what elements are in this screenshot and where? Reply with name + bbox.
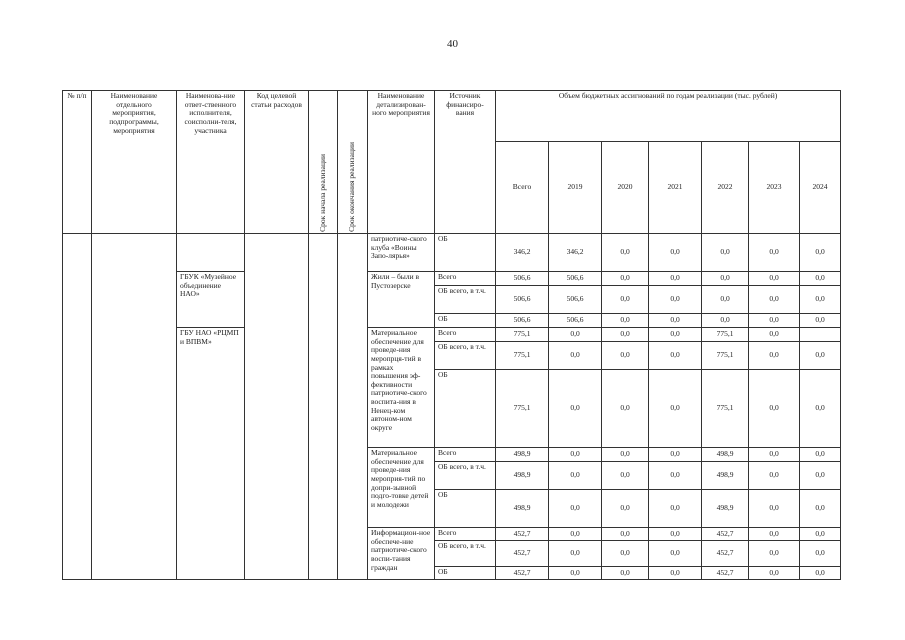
header-end [338,91,368,234]
value-cell: 0,0 [602,328,649,342]
value-cell: 506,6 [496,272,549,286]
value-cell: 0,0 [800,272,841,286]
value-cell: 0,0 [649,567,702,580]
table-row [63,328,841,342]
source-cell: ОБ [435,234,496,272]
header-row [63,91,841,142]
value-cell: 346,2 [549,234,602,272]
event-cell [92,234,177,580]
value-cell: 0,0 [800,314,841,328]
header-end-text: Срок окончания реализации [347,142,357,232]
value-cell: 0,0 [549,448,602,462]
header-executor: Наименова-ние ответ-ственного исполнителя, соисполни-теля, участника [177,91,245,234]
value-cell: 452,7 [496,541,549,567]
detail-cell: Жили – были в Пустозерске [368,272,435,328]
source-cell: Всего [435,528,496,541]
header-year: 2024 [800,142,841,234]
value-cell: 506,6 [496,314,549,328]
value-cell [800,328,841,342]
value-cell: 0,0 [702,272,749,286]
value-cell: 452,7 [702,528,749,541]
value-cell: 0,0 [749,541,800,567]
value-cell: 0,0 [749,314,800,328]
header-num: № п/п [63,91,92,234]
value-cell: 0,0 [649,490,702,528]
value-cell: 775,1 [702,342,749,370]
budget-table-body [63,91,841,580]
value-cell: 0,0 [549,541,602,567]
source-cell: ОБ [435,370,496,448]
value-cell: 452,7 [702,541,749,567]
value-cell: 775,1 [702,328,749,342]
value-cell: 0,0 [649,328,702,342]
value-cell: 0,0 [649,286,702,314]
value-cell: 0,0 [602,370,649,448]
page-number: 40 [447,38,458,50]
header-year: 2020 [602,142,649,234]
value-cell: 0,0 [549,528,602,541]
header-start-text: Срок начала реализации [317,154,327,232]
value-cell: 0,0 [800,490,841,528]
source-cell: Всего [435,448,496,462]
header-year: 2019 [549,142,602,234]
value-cell: 452,7 [702,567,749,580]
executor-cell: ГБУ НАО «РЦМП и ВПВМ» [177,328,245,580]
value-cell: 0,0 [800,342,841,370]
value-cell: 0,0 [800,462,841,490]
value-cell: 775,1 [702,370,749,448]
value-cell: 0,0 [649,272,702,286]
source-cell: ОБ [435,314,496,328]
header-source: Источник финансиро-вания [435,91,496,234]
header-detail: Наименование детализирован-ного мероприятия [368,91,435,234]
header-year: 2021 [649,142,702,234]
table-row [63,272,841,286]
value-cell: 0,0 [602,490,649,528]
value-cell: 0,0 [602,286,649,314]
header-year: Всего [496,142,549,234]
table-row [63,234,841,272]
header-volume: Объем бюджетных ассигнований по годам реализации (тыс. рублей) [496,91,841,142]
source-cell: ОБ всего, в т.ч. [435,462,496,490]
value-cell: 346,2 [496,234,549,272]
header-start [309,91,338,234]
end-cell [338,234,368,580]
value-cell: 0,0 [702,314,749,328]
value-cell: 0,0 [749,286,800,314]
value-cell: 0,0 [649,462,702,490]
value-cell: 0,0 [549,370,602,448]
value-cell: 498,9 [702,490,749,528]
executor-cell: ГБУК «Музейное объединение НАО» [177,272,245,328]
value-cell: 0,0 [749,462,800,490]
value-cell: 775,1 [496,370,549,448]
value-cell: 0,0 [602,448,649,462]
value-cell: 0,0 [800,234,841,272]
value-cell: 0,0 [602,272,649,286]
value-cell: 0,0 [649,234,702,272]
header-event: Наименование отдельного мероприятия, подпрограммы, мероприятия [92,91,177,234]
value-cell: 0,0 [602,234,649,272]
value-cell: 0,0 [602,528,649,541]
num-cell [63,234,92,580]
value-cell: 506,6 [496,286,549,314]
executor-cell [177,234,245,272]
value-cell: 0,0 [649,370,702,448]
source-cell: ОБ всего, в т.ч. [435,541,496,567]
detail-cell: Материальное обеспечение для проведе-ния меропрця-тий в рамках повышения эф-фективности патриотиче-ского воспита-ния в Ненец-ком автоном-ном округе [368,328,435,448]
value-cell: 0,0 [702,286,749,314]
value-cell: 0,0 [649,314,702,328]
value-cell: 0,0 [549,342,602,370]
source-cell: ОБ всего, в т.ч. [435,286,496,314]
value-cell: 0,0 [602,462,649,490]
value-cell: 498,9 [496,448,549,462]
value-cell: 0,0 [749,528,800,541]
value-cell: 0,0 [800,448,841,462]
value-cell: 0,0 [749,448,800,462]
value-cell: 0,0 [702,234,749,272]
value-cell: 0,0 [800,567,841,580]
value-cell: 506,6 [549,314,602,328]
value-cell: 0,0 [549,328,602,342]
value-cell: 0,0 [749,567,800,580]
value-cell: 498,9 [702,448,749,462]
value-cell: 0,0 [649,541,702,567]
value-cell: 452,7 [496,567,549,580]
source-cell: Всего [435,328,496,342]
value-cell: 0,0 [749,370,800,448]
value-cell: 0,0 [749,272,800,286]
code-cell [245,234,309,580]
detail-cell: Материальное обеспечение для проведе-ния мероприя-тий по допри-зывной подго-товке детей и молодежи [368,448,435,528]
value-cell: 506,6 [549,286,602,314]
source-cell: ОБ [435,490,496,528]
value-cell: 498,9 [496,462,549,490]
value-cell: 775,1 [496,342,549,370]
header-code: Код целевой статьи расходов [245,91,309,234]
value-cell: 0,0 [800,528,841,541]
value-cell: 0,0 [549,567,602,580]
value-cell: 506,6 [549,272,602,286]
start-cell [309,234,338,580]
source-cell: ОБ [435,567,496,580]
value-cell: 0,0 [800,541,841,567]
value-cell: 0,0 [800,370,841,448]
value-cell: 0,0 [749,328,800,342]
value-cell: 775,1 [496,328,549,342]
header-year: 2023 [749,142,800,234]
value-cell: 498,9 [496,490,549,528]
value-cell: 0,0 [602,541,649,567]
budget-table [62,90,841,580]
value-cell: 0,0 [602,314,649,328]
value-cell: 0,0 [649,528,702,541]
source-cell: ОБ всего, в т.ч. [435,342,496,370]
value-cell: 0,0 [749,490,800,528]
value-cell: 498,9 [702,462,749,490]
detail-cell: Информацион-ное обеспече-ние патриотиче-ского воспи-тания граждан [368,528,435,580]
value-cell: 0,0 [549,490,602,528]
value-cell: 0,0 [602,342,649,370]
detail-cell: патриотиче-ского клуба «Воины Запо-лярья» [368,234,435,272]
value-cell: 0,0 [749,342,800,370]
value-cell: 0,0 [602,567,649,580]
header-year: 2022 [702,142,749,234]
value-cell: 0,0 [800,286,841,314]
value-cell: 452,7 [496,528,549,541]
source-cell: Всего [435,272,496,286]
value-cell: 0,0 [749,234,800,272]
value-cell: 0,0 [549,462,602,490]
value-cell: 0,0 [649,448,702,462]
value-cell: 0,0 [649,342,702,370]
